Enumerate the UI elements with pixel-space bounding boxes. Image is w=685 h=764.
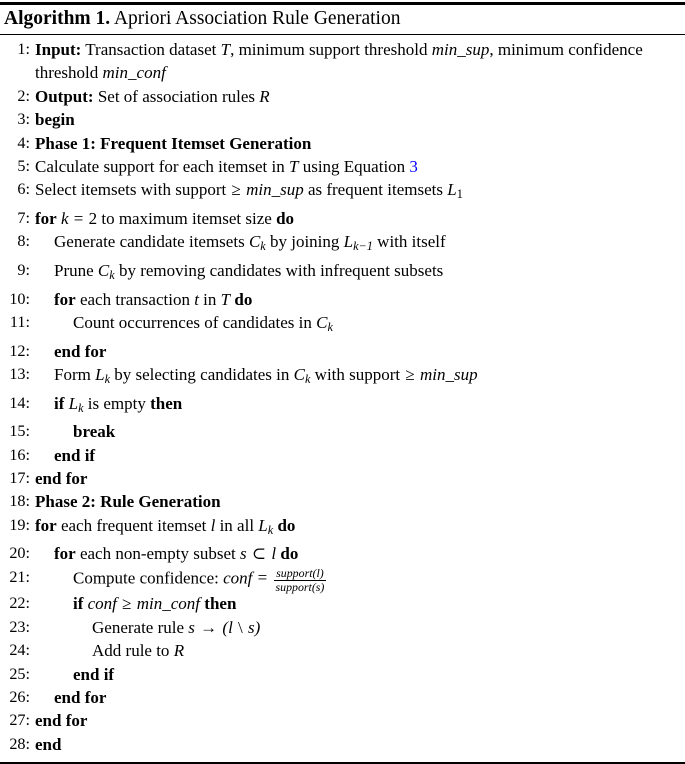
line-number: 6: — [17, 180, 30, 199]
symbol-Lk: $L_k$ — [68, 393, 84, 415]
symbol-min-conf: min_conf — [102, 63, 166, 83]
symbol-conf: conf — [223, 568, 253, 588]
keyword-for: for — [35, 209, 57, 229]
line-content — [33, 733, 685, 756]
confidence-fraction — [274, 567, 327, 594]
symbol-t: t — [194, 289, 199, 309]
symbol-l: l — [271, 544, 277, 564]
line-number: 1: — [17, 40, 30, 58]
symbol-T: T — [220, 289, 231, 309]
line-content: if $L_k$ is empty then — [54, 393, 183, 415]
keyword-begin: begin — [35, 110, 75, 130]
algorithm-line — [0, 733, 685, 756]
line-number: 19: — [9, 515, 30, 534]
algorithm-line — [0, 686, 685, 709]
symbol-min-sup: min_sup — [420, 364, 478, 384]
line-number: 16: — [9, 445, 30, 464]
keyword-for: for — [54, 289, 76, 309]
algorithm-line — [0, 155, 685, 178]
symbol-Ck: $C_k$ — [316, 312, 333, 335]
algorithm-line — [0, 392, 685, 421]
keyword-if: if — [54, 393, 65, 413]
symbol-R: R — [259, 86, 270, 106]
symbol-Ck: $C_k$ — [293, 364, 311, 387]
line-number: 9: — [17, 261, 30, 279]
line-number: 21: — [9, 567, 30, 586]
algorithm-caption — [0, 5, 685, 33]
algorithm-line — [0, 616, 685, 639]
symbol-l: l — [210, 515, 216, 535]
line-content: Add rule to R — [92, 641, 185, 661]
operator-geq: ≥ — [405, 364, 415, 384]
line-number: 24: — [9, 641, 30, 660]
keyword-then: then — [204, 594, 237, 614]
symbol-L1: L1 — [447, 180, 463, 202]
operator-setminus: \ — [238, 617, 243, 637]
line-number: 7: — [17, 209, 30, 228]
line-number: 17: — [9, 468, 30, 487]
operator-geq: ≥ — [231, 180, 241, 200]
line-number: 18: — [9, 492, 30, 511]
algorithm-line — [0, 311, 685, 340]
operator-subset: ⊂ — [251, 544, 267, 564]
algorithm-line — [0, 420, 685, 443]
algorithm-line — [0, 108, 685, 131]
symbol-s: s — [240, 544, 247, 564]
algorithm-block — [0, 2, 685, 764]
rule-consequent: (l \ s) — [222, 617, 261, 637]
symbol-T: T — [220, 40, 231, 59]
line-content — [33, 490, 685, 513]
algorithm-line — [0, 444, 685, 467]
symbol-min-sup: min_sup — [431, 40, 490, 59]
keyword-end-for: end for — [54, 341, 107, 361]
algorithm-line — [0, 639, 685, 662]
symbol-Lk: $L_k$ — [258, 515, 274, 537]
keyword-end-for: end for — [54, 688, 107, 708]
keyword-for: for — [35, 515, 57, 535]
operator-geq: ≥ — [122, 594, 132, 614]
symbol-R: R — [173, 641, 185, 661]
keyword-end-for: end for — [35, 711, 88, 731]
algorithm-line — [0, 178, 685, 207]
line-content: for each transaction t in T do — [54, 289, 253, 309]
algorithm-lines — [0, 35, 685, 758]
line-content — [33, 108, 685, 131]
symbol-conf: conf — [87, 594, 117, 614]
line-number: 3: — [17, 110, 30, 129]
line-content: Generate rule s → (l \ s) — [92, 617, 261, 637]
line-number: 10: — [9, 289, 30, 308]
line-number: 27: — [9, 711, 30, 730]
line-number: 25: — [9, 664, 30, 683]
line-content: Calculate support for each itemset in T using Equation 3 — [35, 157, 418, 177]
line-content: Prune $C_k$ by removing candidates with infrequent subsets — [54, 261, 444, 283]
algorithm-line — [0, 288, 685, 311]
line-content: for each frequent itemset l in all $L_k$ do — [35, 515, 296, 537]
line-content — [33, 686, 685, 709]
algorithm-line — [0, 592, 685, 615]
caption-label: Algorithm 1. — [4, 8, 111, 29]
algorithm-line — [0, 207, 685, 230]
line-content — [33, 709, 685, 732]
keyword-end-if: end if — [73, 664, 115, 684]
operator-equals: = — [257, 568, 268, 588]
line-content: Output: Set of association rules R — [35, 86, 270, 106]
line-number: 12: — [9, 341, 30, 360]
symbol-min-conf: min_conf — [136, 594, 201, 614]
keyword-output: Output: — [35, 86, 94, 106]
algorithm-line — [0, 340, 685, 363]
algorithm-line — [0, 490, 685, 513]
algorithm-line — [0, 566, 685, 593]
line-content — [33, 467, 685, 490]
algorithm-line — [0, 542, 685, 565]
keyword-do: do — [276, 209, 295, 229]
line-content: for k = 2 to maximum itemset size do — [35, 209, 295, 229]
line-number: 23: — [9, 617, 30, 636]
line-content: for each non-empty subset s ⊂ l do — [54, 544, 299, 564]
line-content — [33, 592, 685, 615]
symbol-min-sup: min_sup — [246, 180, 304, 200]
line-content — [33, 444, 685, 467]
operator-implies: → — [200, 617, 218, 637]
keyword-do: do — [277, 515, 296, 535]
line-content: Generate candidate itemsets $C_k$ by joining $L_{k-1}$ with itself — [54, 232, 446, 254]
keyword-do: do — [280, 544, 299, 564]
line-number: 15: — [9, 422, 30, 441]
line-content — [33, 340, 685, 363]
operator-equals: = — [73, 209, 84, 229]
line-number: 8: — [17, 232, 30, 251]
line-number: 2: — [17, 86, 30, 105]
symbol-Ck: $C_k$ — [248, 232, 266, 254]
algorithm-line — [0, 85, 685, 108]
algorithm-line — [0, 709, 685, 732]
algorithm-line — [0, 132, 685, 155]
algorithm-line — [0, 230, 685, 259]
keyword-do: do — [234, 289, 253, 309]
symbol-s: s — [188, 617, 195, 637]
line-number: 14: — [9, 393, 30, 412]
algorithm-line — [0, 363, 685, 392]
line-content: Compute confidence: conf = $\frac{\text{support(l)}}{\text{support(s)}}$ — [73, 566, 325, 594]
symbol-Lk: $L_k$ — [95, 364, 110, 387]
line-content — [33, 132, 685, 155]
keyword-input: Input: — [35, 40, 82, 59]
symbol-Ck: $C_k$ — [97, 261, 115, 283]
line-content — [33, 420, 685, 443]
line-content: Input: Transaction dataset T, minimum support threshold min_sup, minimum confidence threshold min_conf — [35, 40, 643, 83]
equation-reference-link[interactable]: 3 — [409, 157, 418, 177]
line-number: 4: — [17, 133, 30, 152]
line-number: 13: — [9, 364, 30, 383]
line-content — [33, 663, 685, 686]
algorithm-line — [0, 259, 685, 288]
line-number: 28: — [9, 734, 30, 753]
section-phase-2: Phase 2: Rule Generation — [35, 492, 221, 512]
keyword-break: break — [73, 422, 116, 442]
line-content: Form $L_k$ by selecting candidates in $C_k$ with support ≥ min_sup — [54, 364, 478, 387]
symbol-Lk-minus-1: $L_{k-1}$ — [343, 232, 373, 254]
keyword-end-for: end for — [35, 468, 88, 488]
algorithm-line — [0, 38, 685, 85]
symbol-k: k — [60, 209, 69, 229]
line-number: 20: — [9, 544, 30, 563]
keyword-if: if — [73, 594, 84, 614]
line-number: 5: — [17, 157, 30, 176]
section-phase-1: Phase 1: Frequent Itemset Generation — [35, 133, 312, 153]
line-number: 26: — [9, 688, 30, 707]
keyword-then: then — [150, 393, 183, 413]
fraction-denominator: support(s) — [275, 580, 325, 594]
keyword-end-if: end if — [54, 445, 96, 465]
keyword-for: for — [54, 544, 76, 564]
line-content: Select itemsets with support ≥ min_sup as frequent itemsets L1 — [35, 180, 463, 202]
fraction-numerator: support(l) — [276, 566, 324, 581]
caption-title: Apriori Association Rule Generation — [113, 8, 401, 29]
line-number: 22: — [9, 594, 30, 613]
algorithm-line — [0, 663, 685, 686]
line-content: Count occurrences of candidates in $C_k$ — [73, 312, 333, 335]
line-number: 11: — [9, 312, 30, 331]
algorithm-line — [0, 467, 685, 490]
keyword-end: end — [35, 734, 62, 754]
algorithm-line — [0, 514, 685, 543]
symbol-T: T — [288, 157, 299, 177]
